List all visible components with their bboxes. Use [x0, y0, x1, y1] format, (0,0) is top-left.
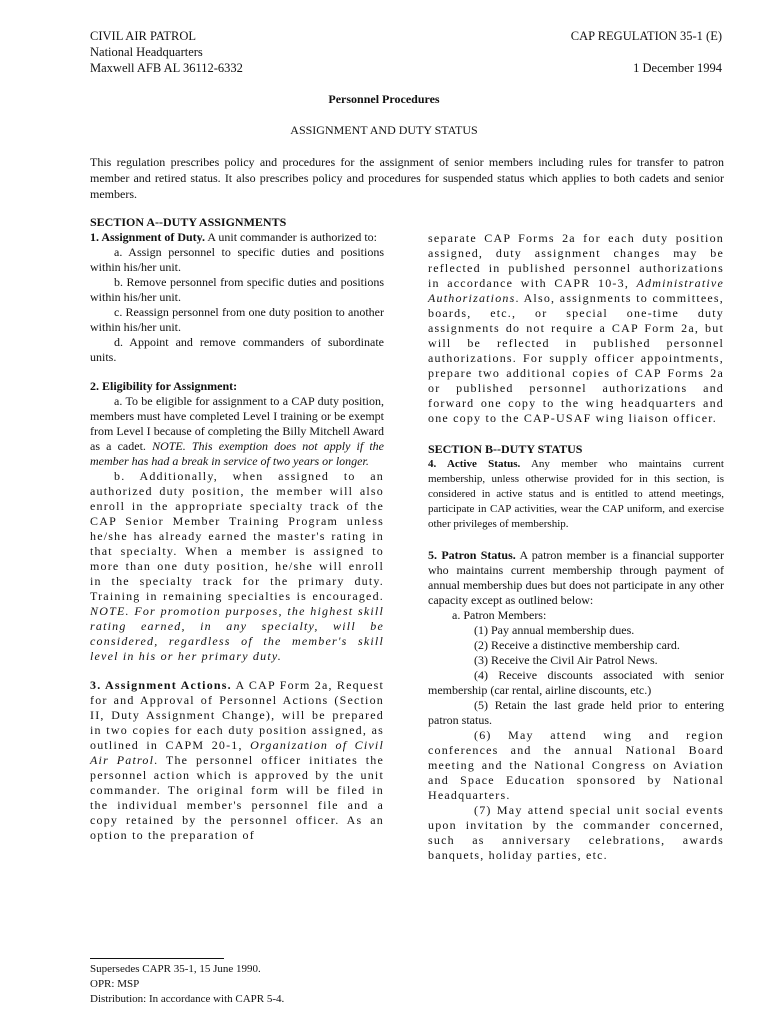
section-a-heading: SECTION A--DUTY ASSIGNMENTS — [90, 215, 287, 229]
para-1b: b. Remove personnel from specific duties and positions within his/her unit. — [90, 275, 384, 304]
para-2b — [90, 469, 384, 664]
right-column — [428, 231, 724, 863]
address: Maxwell AFB AL 36112-6332 — [90, 61, 243, 75]
para-3-reference-1: Organization of Civil Air Patrol — [90, 738, 384, 767]
para-4-title: 4. Active Status. — [428, 458, 521, 470]
para-4-text: Any member who maintains current membership, unless otherwise provided for in this section, is considered in active status and is entitled to attend meetings, participate in CAP activities, wear the CAP uniform, and exercise other privileges of membership. — [428, 458, 724, 530]
para-5a: a. Patron Members: — [452, 608, 547, 622]
regulation-date: 1 December 1994 — [633, 61, 722, 75]
para-2b-note: NOTE. For promotion purposes, the highest skill rating earned, in any specialty, will be considered, regardless of the member's skill level in his or her primary duty. — [90, 604, 384, 663]
para-3-reference-2: Administrative Authorizations — [428, 276, 724, 305]
para-3-text-3: . Also, assignments to committees, boards, etc., or special one-time duty assignments do not require a CAP Form 2a, but will be reflected in published personnel authorizations. For supply officer appointments, prepare two additional copies of CAP Forms 2a or published personnel authorizations and forward one copy to the wing headquarters and one copy to the CAP-USAF wing liaison officer. — [428, 291, 724, 425]
patron-item-2: (2) Receive a distinctive membership card. — [474, 638, 680, 652]
para-2a-note: NOTE. This exemption does not apply if the member has had a break in service of two years or longer. — [90, 439, 385, 468]
para-2a — [90, 394, 384, 469]
para-1a: a. Assign personnel to specific duties and positions within his/her unit. — [90, 245, 384, 274]
document-subtitle: ASSIGNMENT AND DUTY STATUS — [290, 123, 478, 137]
para-3-text-1: A CAP Form 2a, Request for and Approval of Personnel Actions (Section II, Duty Assignment Change), will be prepared in two copies for each duty position assigned, as outlined in CAPM 20-1, — [90, 678, 384, 752]
para-2a-text: a. To be eligible for assignment to a CAP duty position, members must have completed Level I training or be exempt from Level I because of completing the Billy Mitchell Award as a cadet. — [90, 394, 384, 453]
supersedes-note: Supersedes CAPR 35-1, 15 June 1990. — [90, 963, 261, 975]
patron-item-7: (7) May attend special unit social events upon invitation by the commander concerned, such as anniversary celebrations, awards banquets, holiday parties, etc. — [428, 803, 724, 862]
para-5-text: A patron member is a financial supporter who maintains current membership through payment of annual membership dues but does not participate in any other capacity except as outlined below: — [428, 548, 724, 607]
section-b-heading: SECTION B--DUTY STATUS — [428, 442, 583, 456]
para-5 — [428, 548, 724, 608]
distribution-note: Distribution: In accordance with CAPR 5-4. — [90, 993, 285, 1005]
patron-item-3: (3) Receive the Civil Air Patrol News. — [474, 653, 658, 667]
para-1-title: 1. Assignment of Duty. — [90, 230, 206, 244]
para-1c: c. Reassign personnel from one duty position to another within his/her unit. — [90, 305, 384, 334]
org-name: CIVIL AIR PATROL — [90, 29, 197, 43]
para-3-text-2: . The personnel officer initiates the personnel action which is approved by the unit commander. The original form will be filed in the individual member's personnel file and a copy retained by the personnel officer. As an option to the preparation of — [90, 753, 385, 842]
patron-item-4: (4) Receive discounts associated with senior membership (car rental, airline discounts, etc.) — [428, 668, 724, 697]
regulation-number: CAP REGULATION 35-1 (E) — [570, 29, 722, 43]
para-2b-text: b. Additionally, when assigned to an authorized duty position, the member will also enroll in the appropriate specialty track of the CAP Senior Member Training Program unless he/she has already earned the master's rating in that specialty. When a member is assigned to more than one duty position, he/she will enroll in the specialty track for the primary duty. Training in remaining specialties is encouraged. — [90, 469, 384, 603]
footnote-divider — [90, 958, 224, 959]
para-3 — [90, 678, 384, 843]
patron-item-6: (6) May attend wing and region conferences and the annual National Board meeting and the National Congress on Aviation and Space Education sponsored by National Headquarters. — [428, 728, 724, 802]
para-1 — [90, 230, 384, 245]
para-1d: d. Appoint and remove commanders of subordinate units. — [90, 335, 384, 364]
hq-name: National Headquarters — [90, 45, 203, 59]
document-title: Personnel Procedures — [328, 92, 440, 106]
left-column — [90, 215, 384, 843]
para-3-continued — [428, 231, 724, 426]
footnote — [90, 962, 284, 1007]
para-5-title: 5. Patron Status. — [428, 548, 516, 562]
header-left — [90, 28, 243, 76]
intro-paragraph: This regulation prescribes policy and procedures for the assignment of senior members including rules for transfer to patron member and retired status. It also prescribes policy and procedures for suspended status which applies to both cadets and senior members. — [90, 155, 724, 201]
patron-item-1: (1) Pay annual membership dues. — [474, 623, 635, 637]
para-1-text: A unit commander is authorized to: — [205, 230, 377, 244]
patron-item-5: (5) Retain the last grade held prior to entering patron status. — [428, 698, 724, 727]
para-3-title: 3. Assignment Actions. — [90, 678, 232, 692]
header-right — [571, 28, 722, 76]
para-3-text-2-cont: separate CAP Forms 2a for each duty position assigned, duty assignment changes may be reflected in published personnel authorizations in accordance with CAPR 10-3, — [428, 231, 724, 290]
opr-note: OPR: MSP — [90, 978, 140, 990]
para-2-title: 2. Eligibility for Assignment: — [90, 379, 238, 393]
para-4 — [428, 457, 724, 532]
